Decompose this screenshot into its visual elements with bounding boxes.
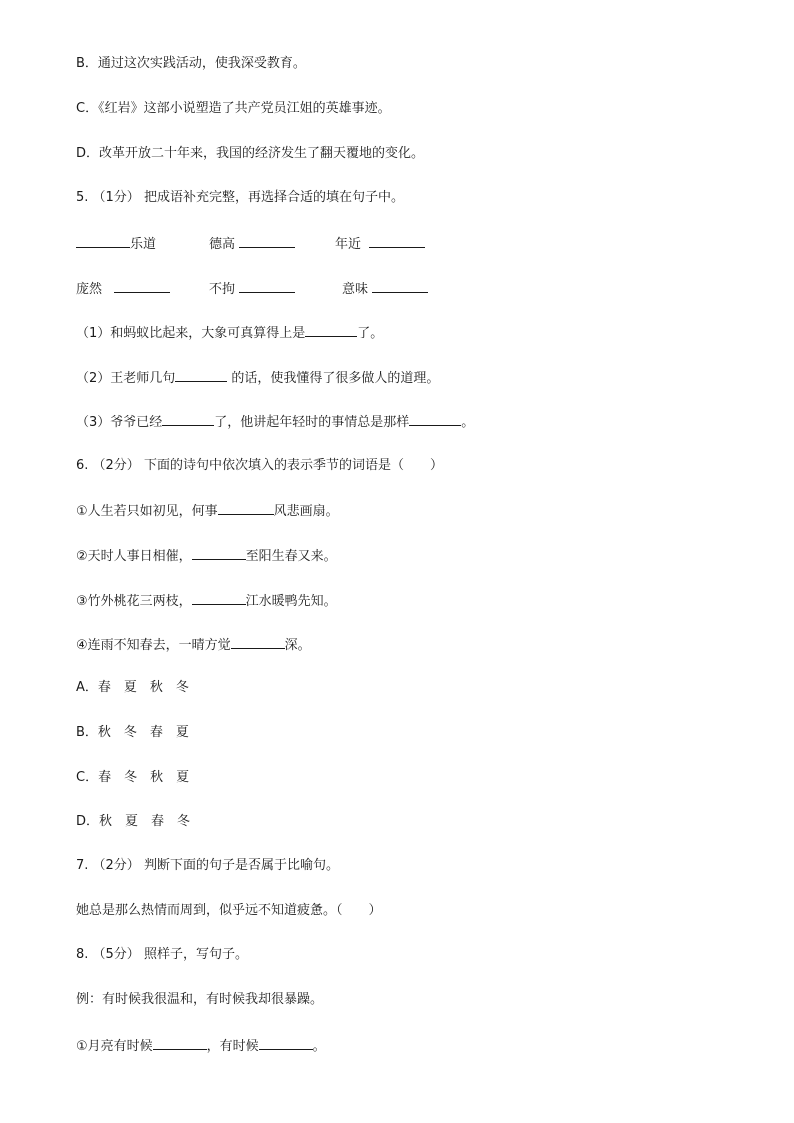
answer-blank[interactable]	[409, 413, 461, 426]
answer-blank[interactable]	[175, 369, 227, 382]
q6-option-c[interactable]: C．春 冬 秋 夏	[76, 770, 190, 785]
q8-title: 8. （5分） 照样子，写句子。	[76, 947, 248, 962]
q5-title: 5. （1分） 把成语补充完整，再选择合适的填在句子中。	[76, 190, 404, 205]
q6-poem-3: ③竹外桃花三两枝， 江水暖鸭先知。	[76, 594, 337, 609]
answer-blank[interactable]	[153, 1037, 207, 1050]
answer-blank[interactable]	[76, 235, 130, 248]
answer-blank[interactable]	[369, 235, 425, 248]
q6-poem-4: ④连雨不知春去，一晴方觉 深。	[76, 638, 311, 653]
q6-option-d[interactable]: D．秋 夏 春 冬	[76, 814, 191, 829]
q4-option-b: B．通过这次实践活动，使我深受教育。	[76, 56, 306, 71]
answer-blank[interactable]	[114, 280, 170, 293]
idiom-2-3: 意味	[342, 280, 428, 298]
idiom-1-2: 德高	[209, 235, 295, 253]
q6-title: 6. （2分） 下面的诗句中依次填入的表示季节的词语是（ ）	[76, 458, 443, 473]
q8-example: 例：有时候我很温和，有时候我却很暴躁。	[76, 992, 324, 1007]
answer-blank[interactable]	[239, 280, 295, 293]
answer-blank[interactable]	[218, 502, 274, 515]
q7-title: 7. （2分） 判断下面的句子是否属于比喻句。	[76, 858, 339, 873]
idiom-1-1: 乐道	[76, 235, 156, 253]
q6-poem-2: ②天时人事日相催， 至阳生春又来。	[76, 549, 337, 564]
q8-line-1: ①月亮有时候 ，有时候 。	[76, 1039, 326, 1054]
q7-sentence: 她总是那么热情而周到，似乎远不知道疲惫。（ ）	[76, 903, 382, 918]
q4-option-c: C．《红岩》这部小说塑造了共产党员江姐的英雄事迹。	[76, 101, 391, 116]
q5-sentence-1: （1）和蚂蚁比起来，大象可真算得上是 了。	[76, 326, 384, 341]
q6-option-a[interactable]: A．春 夏 秋 冬	[76, 680, 189, 695]
answer-blank[interactable]	[239, 235, 295, 248]
q6-option-b[interactable]: B．秋 冬 春 夏	[76, 725, 189, 740]
idiom-2-2: 不拘	[209, 280, 295, 298]
q6-poem-1: ①人生若只如初见，何事 风悲画扇。	[76, 504, 339, 519]
answer-blank[interactable]	[192, 592, 246, 605]
answer-blank[interactable]	[372, 280, 428, 293]
answer-blank[interactable]	[162, 413, 214, 426]
answer-blank[interactable]	[192, 547, 246, 560]
q5-sentence-3: （3）爷爷已经 了，他讲起年轻时的事情总是那样 。	[76, 415, 475, 430]
answer-blank[interactable]	[305, 324, 357, 337]
idiom-1-3: 年近	[335, 235, 425, 253]
q5-sentence-2: （2）王老师几句 的话，使我懂得了很多做人的道理。	[76, 371, 440, 386]
q4-option-d: D．改革开放二十年来，我国的经济发生了翻天覆地的变化。	[76, 146, 425, 161]
idiom-2-1: 庞然	[76, 280, 170, 298]
answer-blank[interactable]	[259, 1037, 313, 1050]
answer-blank[interactable]	[231, 636, 285, 649]
